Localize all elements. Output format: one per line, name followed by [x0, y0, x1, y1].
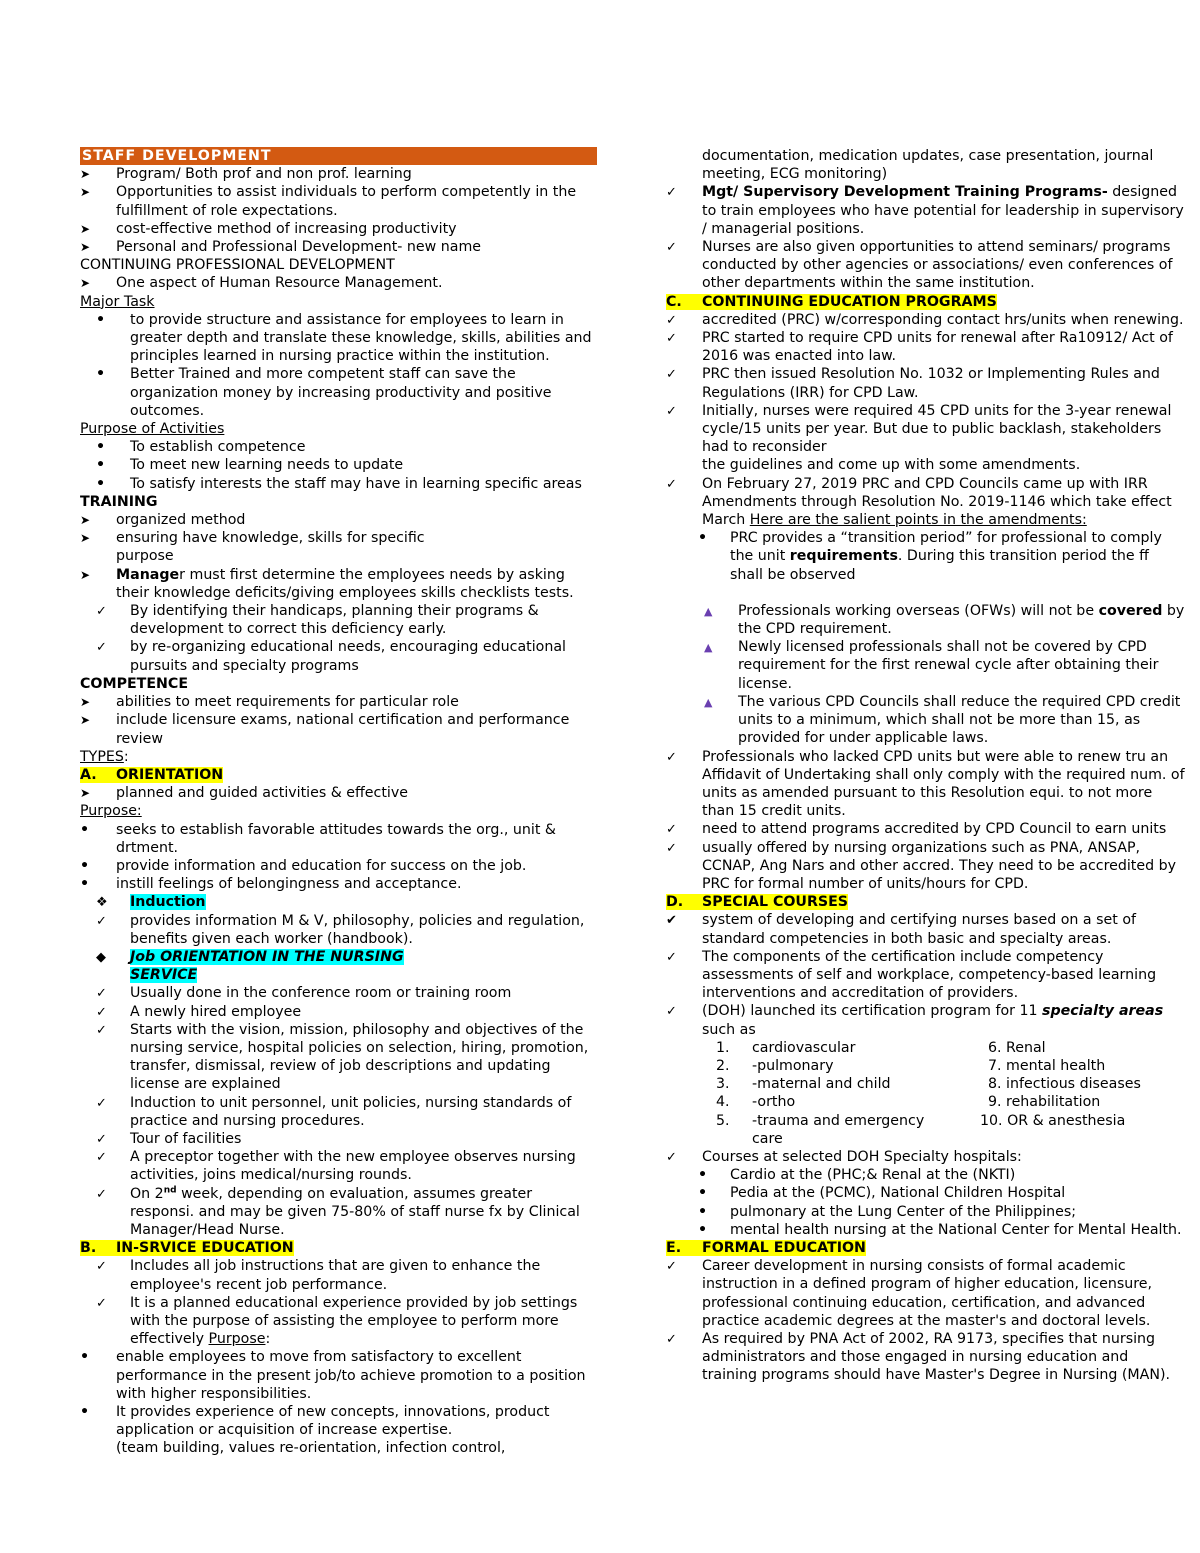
list-item: • To satisfy interests the staff may have in learning specific areas [80, 475, 600, 493]
list-item: ✓ As required by PNA Act of 2002, RA 9173, specifies that nursing administrators and those engaged in nursing education and training programs should have Master's Degree in Nursing (MAN). [666, 1330, 1186, 1385]
table-row [716, 1039, 1141, 1057]
arrow-bullet-icon [80, 238, 110, 256]
check-icon [666, 329, 696, 348]
specialty-table [716, 1039, 1141, 1148]
list-item: ➤ abilities to meet requirements for particular role [80, 693, 600, 711]
list-item: ✓ need to attend programs accredited by CPD Council to earn units [666, 820, 1186, 838]
list-item: ✓ Starts with the vision, mission, philosophy and objectives of the nursing service, hospital policies on selection, hiring, promotion, transfer, dismissal, review of job descriptions and updating license are explained [80, 1021, 600, 1094]
bullet-icon [80, 875, 110, 893]
list-item: ➤ ensuring have knowledge, skills for specific purpose [80, 529, 600, 565]
list-item: ➤ One aspect of Human Resource Management. [80, 274, 600, 292]
list-item: • pulmonary at the Lung Center of the Philippines; [666, 1203, 1186, 1221]
list-item: • seeks to establish favorable attitudes towards the org., unit & drtment. [80, 821, 600, 857]
list-item: • Better Trained and more competent staff can save the organization money by increasing productivity and positive outcomes. [80, 365, 600, 420]
list-item: • It provides experience of new concepts, innovations, product application or acquisition of increase expertise. [80, 1403, 600, 1439]
check-icon [96, 1257, 126, 1276]
check-icon [666, 475, 696, 494]
table-row [716, 1075, 1141, 1093]
arrow-bullet-icon [80, 220, 110, 238]
list-item: ✓ usually offered by nursing organizations such as PNA, ANSAP, CCNAP, Ang Nars and other accred. They need to be accredited by PRC for formal number of units/hours for CPD. [666, 839, 1186, 894]
types-label: TYPES: [80, 748, 129, 765]
bullet-icon [80, 1403, 110, 1421]
list-item: ✓ It is a planned educational experience provided by job settings with the purpose of assisting the employee to perform more effectively Purpose: [80, 1294, 600, 1349]
section-heading-formal: E. FORMAL EDUCATION [666, 1239, 866, 1256]
check-icon [96, 602, 126, 621]
check-icon [96, 1148, 126, 1167]
check-icon [96, 1021, 126, 1040]
bullet-icon [96, 311, 126, 329]
bullet-icon [698, 1166, 728, 1184]
list-item: ✓ Usually done in the conference room or training room [80, 984, 600, 1002]
list-item: ✓ Professionals who lacked CPD units but were able to renew tru an Affidavit of Undertaking shall only comply with the required num. of units as amended pursuant to this Resolution equi. to not more than 15 credit units. [666, 748, 1186, 821]
specialty-number: 5. [716, 1112, 730, 1129]
list-item: ✓ A preceptor together with the new employee observes nursing activities, joins medical/nursing rounds. [80, 1148, 600, 1184]
list-item: ✓ PRC started to require CPD units for renewal after Ra10912/ Act of 2016 was enacted into law. [666, 329, 1186, 365]
list-item: ▲ Newly licensed professionals shall not be covered by CPD requirement for the first renewal cycle after obtaining their license. [666, 638, 1186, 693]
specialty-name: -pulmonary [752, 1057, 834, 1074]
bullet-icon [698, 1203, 728, 1221]
section-heading-special: D. SPECIAL COURSES [666, 894, 849, 911]
list-item: ✓ A newly hired employee [80, 1003, 600, 1021]
list-item-continued: (team building, values re-orientation, infection control, [116, 1440, 506, 1457]
check-icon [96, 1003, 126, 1022]
competence-heading: COMPETENCE [80, 675, 189, 692]
list-item: ✓ Tour of facilities [80, 1130, 600, 1148]
list-item: ✓ Includes all job instructions that are given to enhance the employee's recent job performance. [80, 1257, 600, 1293]
specialty-name: 8. infectious diseases [988, 1076, 1141, 1093]
job-orientation-heading: ◆ Job ORIENTATION IN THE NURSING SERVICE [80, 948, 600, 984]
list-item: ➤ Manager must first determine the employees needs by asking their knowledge deficits/giving employees skills checklists tests. [80, 566, 600, 602]
flag-bullet-icon [704, 638, 734, 657]
list-item: • provide information and education for success on the job. [80, 857, 600, 875]
cpd-heading: CONTINUING PROFESSIONAL DEVELOPMENT [80, 257, 395, 274]
bullet-icon [96, 456, 126, 474]
check-icon [666, 311, 696, 330]
table-row [716, 1112, 1141, 1148]
list-item: ✓ Initially, nurses were required 45 CPD units for the 3-year renewal cycle/15 units per year. But due to public backlash, stakeholders had to reconsider [666, 402, 1186, 457]
specialty-name: cardiovascular [752, 1039, 856, 1056]
list-item: ✔ system of developing and certifying nurses based on a set of standard competencies in both basic and specialty areas. [666, 911, 1186, 947]
left-column [80, 147, 600, 1458]
list-item: ✓ accredited (PRC) w/corresponding contact hrs/units when renewing. [666, 311, 1186, 329]
list-item: ➤ planned and guided activities & effective [80, 784, 600, 802]
page-title: STAFF DEVELOPMENT [80, 147, 597, 165]
flag-bullet-icon [704, 693, 734, 712]
section-heading-continuing: C. CONTINUING EDUCATION PROGRAMS [666, 293, 997, 310]
check-icon [96, 1094, 126, 1113]
bullet-icon [698, 1184, 728, 1202]
section-heading-inservice: B. IN-SRVICE EDUCATION [80, 1240, 294, 1257]
list-item: • instill feelings of belongingness and acceptance. [80, 875, 600, 893]
specialty-name: 6. Renal [988, 1039, 1046, 1056]
check-icon [666, 1002, 696, 1021]
list-item: • mental health nursing at the National Center for Mental Health. [666, 1221, 1186, 1239]
check-icon [96, 638, 126, 657]
arrow-bullet-icon [80, 566, 110, 584]
list-item: ➤ Opportunities to assist individuals to perform competently in the fulfillment of role expectations. [80, 183, 600, 219]
arrow-bullet-icon [80, 183, 110, 201]
bullet-icon [96, 365, 126, 383]
check-icon [666, 911, 696, 930]
purpose-label: Purpose of Activities [80, 421, 225, 438]
list-item: ✓ Career development in nursing consists of formal academic instruction in a defined program of higher education, licensure, professional continuing education, certification, and advanced practice academic degrees at the master's and doctoral levels. [666, 1257, 1186, 1330]
table-row [716, 1093, 1141, 1111]
check-icon [666, 238, 696, 257]
table-row [716, 1057, 1141, 1075]
list-item: ✓ Induction to unit personnel, unit policies, nursing standards of practice and nursing procedures. [80, 1094, 600, 1130]
check-icon [666, 1330, 696, 1349]
diamond-bullet-icon [96, 948, 126, 967]
bullet-icon [80, 1348, 110, 1366]
arrow-bullet-icon [80, 711, 110, 729]
check-icon [96, 984, 126, 1003]
check-icon [96, 1294, 126, 1313]
specialty-name: 10. OR & anesthesia [980, 1112, 1126, 1129]
list-item: ➤ include licensure exams, national certification and performance review [80, 711, 600, 747]
list-item: • Pedia at the (PCMC), National Children Hospital [666, 1184, 1186, 1202]
arrow-bullet-icon [80, 165, 110, 183]
arrow-bullet-icon [80, 693, 110, 711]
bullet-icon [96, 438, 126, 456]
bullet-icon [698, 529, 728, 547]
training-heading: TRAINING [80, 493, 158, 510]
check-icon [666, 1148, 696, 1167]
check-icon [666, 402, 696, 421]
major-task-label: Major Task [80, 293, 155, 310]
check-icon [666, 948, 696, 967]
check-icon [666, 820, 696, 839]
list-item: ✓ provides information M & V, philosophy, policies and regulation, benefits given each worker (handbook). [80, 912, 600, 948]
list-item: ✓ The components of the certification include competency assessments of self and workplace, competency-based learning interventions and accreditation of providers. [666, 948, 1186, 1003]
specialty-number: 3. [716, 1076, 730, 1093]
check-icon [666, 1257, 696, 1276]
check-icon [666, 839, 696, 858]
check-icon [666, 365, 696, 384]
list-item: • To establish competence [80, 438, 600, 456]
arrow-bullet-icon [80, 511, 110, 529]
arrow-bullet-icon [80, 784, 110, 802]
right-column [666, 147, 1186, 1385]
diamond-bullet-icon [96, 893, 126, 912]
list-item: • enable employees to move from satisfactory to excellent performance in the present job/to achieve promotion to a position with higher responsibilities. [80, 1348, 600, 1403]
specialty-name: 9. rehabilitation [988, 1094, 1101, 1111]
specialty-name: -maternal and child [752, 1076, 891, 1093]
list-item: ➤ cost-effective method of increasing productivity [80, 220, 600, 238]
list-item: ➤ Personal and Professional Development- new name [80, 238, 600, 256]
list-item: • Cardio at the (PHC;& Renal at the (NKTI) [666, 1166, 1186, 1184]
flag-bullet-icon [704, 602, 734, 621]
list-item: ➤ Program/ Both prof and non prof. learning [80, 165, 600, 183]
specialty-number: 4. [716, 1094, 730, 1111]
list-item: ✓ PRC then issued Resolution No. 1032 or Implementing Rules and Regulations (IRR) for CPD Law. [666, 365, 1186, 401]
list-item: • To meet new learning needs to update [80, 456, 600, 474]
specialty-name: -trauma and emergency care [752, 1112, 925, 1147]
bullet-icon [698, 1221, 728, 1239]
list-item: ▲ Professionals working overseas (OFWs) will not be covered by the CPD requirement. [666, 602, 1186, 638]
specialty-number: 1. [716, 1039, 730, 1056]
list-item: ▲ The various CPD Councils shall reduce the required CPD credit units to a minimum, which shall not be more than 15, as provided for under applicable laws. [666, 693, 1186, 748]
specialty-name: 7. mental health [988, 1057, 1106, 1074]
check-icon [96, 1185, 126, 1204]
list-item: ✓ On February 27, 2019 PRC and CPD Councils came up with IRR Amendments through Resolution No. 2019-1146 which take effect March Here are the salient points in the amendments: [666, 475, 1186, 530]
list-item: ✓ (DOH) launched its certification program for 11 specialty areas such as [666, 1002, 1186, 1038]
arrow-bullet-icon [80, 274, 110, 292]
list-item: • to provide structure and assistance for employees to learn in greater depth and translate these knowledge, skills, abilities and principles learned in nursing practice within the institution. [80, 311, 600, 366]
bullet-icon [96, 475, 126, 493]
specialty-name: -ortho [752, 1094, 796, 1111]
orientation-purpose-label: Purpose: [80, 803, 142, 820]
check-icon [666, 748, 696, 767]
section-heading-orientation: A. ORIENTATION [80, 766, 224, 783]
list-item: ✓ Nurses are also given opportunities to attend seminars/ programs conducted by other agencies or associations/ even conferences of other departments within the same institution. [666, 238, 1186, 293]
list-item: • PRC provides a “transition period” for professional to comply the unit requirements. During this transition period the ff shall be observed [666, 529, 1186, 584]
list-item: ➤ organized method [80, 511, 600, 529]
list-item: ✓ By identifying their handicaps, planning their programs & development to correct this deficiency early. [80, 602, 600, 638]
list-item-continued: documentation, medication updates, case presentation, journal meeting, ECG monitoring) [702, 148, 1154, 183]
list-item: ✓ Mgt/ Supervisory Development Training Programs- designed to train employees who have potential for leadership in supervisory / managerial positions. [666, 183, 1186, 238]
bullet-icon [80, 857, 110, 875]
list-item: ✓ Courses at selected DOH Specialty hospitals: [666, 1148, 1186, 1166]
specialty-number: 2. [716, 1057, 730, 1074]
list-item: ✓ On 2nd week, depending on evaluation, assumes greater responsi. and may be given 75-80% of staff nurse fx by Clinical Manager/Head Nurse. [80, 1185, 600, 1240]
arrow-bullet-icon [80, 529, 110, 547]
induction-heading: ❖ Induction [80, 893, 600, 911]
check-icon [96, 912, 126, 931]
bullet-icon [80, 821, 110, 839]
check-icon [96, 1130, 126, 1149]
list-item-continued: the guidelines and come up with some amendments. [702, 457, 1081, 474]
check-icon [666, 183, 696, 202]
list-item: ✓ by re-organizing educational needs, encouraging educational pursuits and specialty programs [80, 638, 600, 674]
